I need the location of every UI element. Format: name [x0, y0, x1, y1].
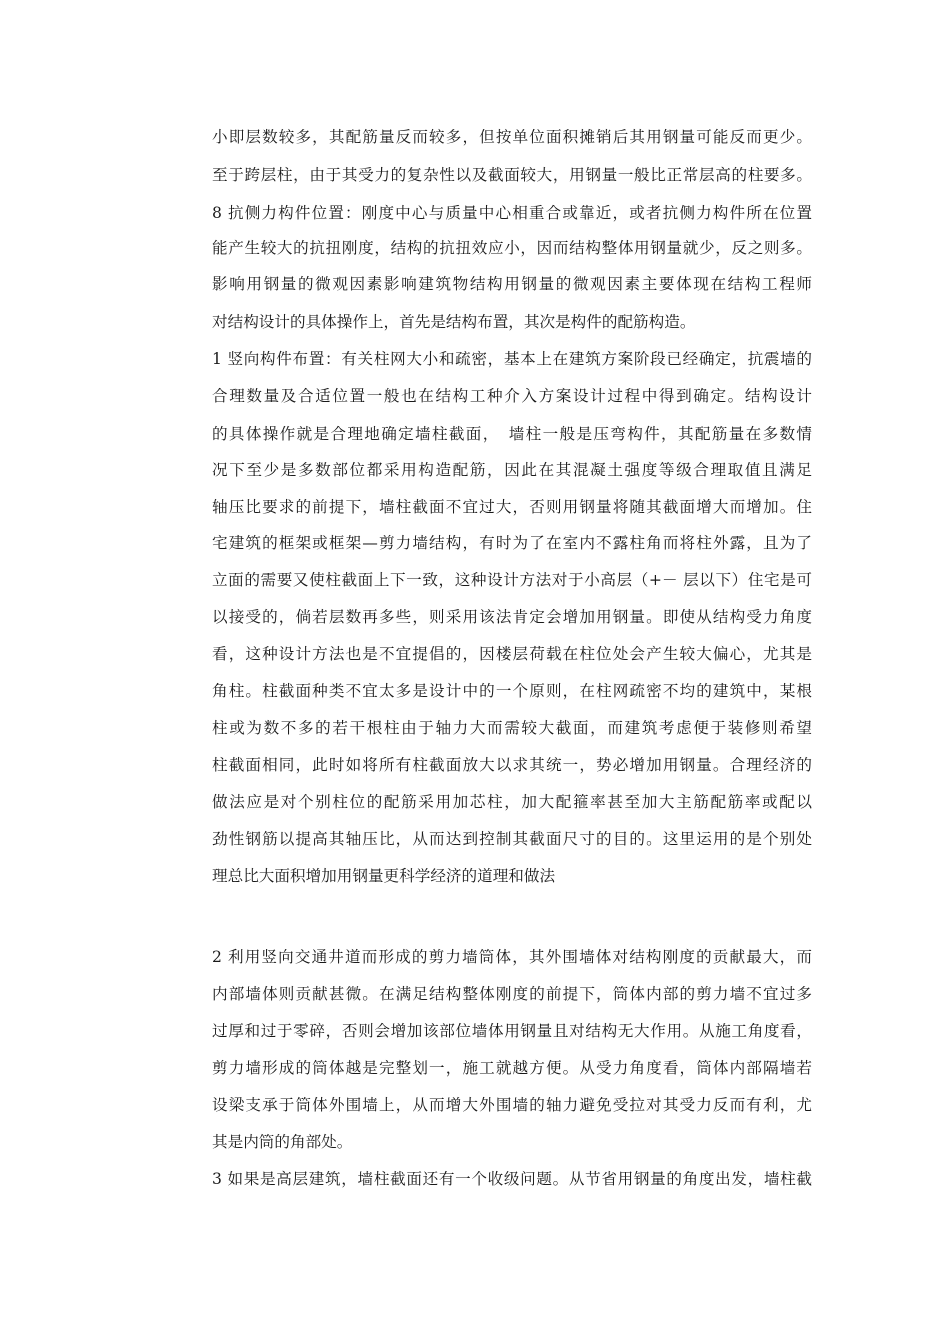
text-line: 2 利用竖向交通井道而形成的剪力墙筒体，其外围墙体对结构刚度的贡献最大，而 [212, 948, 812, 966]
text-line: 对结构设计的具体操作上，首先是结构布置，其次是构件的配筋构造。 [212, 313, 696, 331]
text-line: 以接受的，倘若层数再多些，则采用该法肯定会增加用钢量。即使从结构受力角度 [212, 608, 812, 626]
text-line: 剪力墙形成的筒体越是完整划一，施工就越方便。从受力角度看，筒体内部隔墙若 [212, 1059, 812, 1077]
text-line: 小即层数较多，其配筋量反而较多，但按单位面积摊销后其用钢量可能反而更少。 [212, 128, 812, 146]
text-line: 看，这种设计方法也是不宜提倡的，因楼层荷载在柱位处会产生较大偏心，尤其是 [212, 645, 812, 663]
text-line: 3 如果是高层建筑，墙柱截面还有一个收级问题。从节省用钢量的角度出发，墙柱截 [212, 1170, 812, 1188]
text-line: 角柱。柱截面种类不宜太多是设计中的一个原则，在柱网疏密不均的建筑中，某根 [212, 682, 812, 700]
text-line: 内部墙体则贡献甚微。在满足结构整体刚度的前提下，筒体内部的剪力墙不宜过多 [212, 985, 812, 1003]
text-line: 影响用钢量的微观因素影响建筑物结构用钢量的微观因素主要体现在结构工程师 [212, 275, 812, 293]
text-line: 能产生较大的抗扭刚度，结构的抗扭效应小，因而结构整体用钢量就少，反之则多。 [212, 239, 812, 257]
text-line: 劲性钢筋以提高其轴压比，从而达到控制其截面尺寸的目的。这里运用的是个别处 [212, 830, 812, 848]
text-line: 其是内筒的角部处。 [212, 1133, 353, 1151]
text-line: 的具体操作就是合理地确定墙柱截面， 墙柱一般是压弯构件，其配筋量在多数情 [212, 425, 812, 443]
text-line: 柱或为数不多的若干根柱由于轴力大而需较大截面，而建筑考虑便于装修则希望 [212, 719, 812, 737]
text-line: 理总比大面积增加用钢量更科学经济的道理和做法 [212, 867, 556, 885]
text-line: 况下至少是多数部位都采用构造配筋，因此在其混凝土强度等级合理取值且满足 [212, 461, 812, 479]
text-line: 设梁支承于筒体外围墙上，从而增大外围墙的轴力避免受拉对其受力反而有利，尤 [212, 1096, 812, 1114]
text-line: 过厚和过于零碎，否则会增加该部位墙体用钢量且对结构无大作用。从施工角度看， [212, 1022, 812, 1040]
text-line: 8 抗侧力构件位置：刚度中心与质量中心相重合或靠近，或者抗侧力构件所在位置 [212, 204, 812, 222]
text-line: 宅建筑的框架或框架—剪力墙结构，有时为了在室内不露柱角而将柱外露，且为了 [212, 534, 812, 552]
text-line: 至于跨层柱，由于其受力的复杂性以及截面较大，用钢量一般比正常层高的柱要多。 [212, 166, 812, 184]
text-line: 合理数量及合适位置一般也在结构工种介入方案设计过程中得到确定。结构设计 [212, 387, 812, 405]
text-line: 立面的需要又使柱截面上下一致，这种设计方法对于小高层（+－ 层以下）住宅是可 [212, 571, 812, 589]
text-line: 轴压比要求的前提下，墙柱截面不宜过大，否则用钢量将随其截面增大而增加。住 [212, 498, 812, 516]
text-line: 1 竖向构件布置：有关柱网大小和疏密，基本上在建筑方案阶段已经确定，抗震墙的 [212, 350, 812, 368]
text-line: 做法应是对个别柱位的配筋采用加芯柱，加大配箍率甚至加大主筋配筋率或配以 [212, 793, 812, 811]
text-line: 柱截面相同，此时如将所有柱截面放大以求其统一，势必增加用钢量。合理经济的 [212, 756, 812, 774]
